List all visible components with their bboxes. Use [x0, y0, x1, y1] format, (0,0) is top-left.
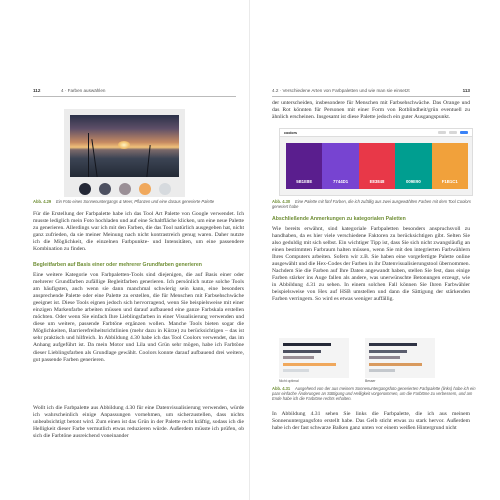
chart-bar	[283, 363, 336, 366]
palette-color-column[interactable]	[359, 143, 395, 189]
chart-bar	[369, 343, 417, 346]
figure-4-29	[64, 109, 185, 197]
chapter-title: 4.2 · Verschiedene Arten von Farbpaletten und wie man sie einsetzt	[272, 87, 410, 93]
bar-chart-better	[365, 338, 435, 378]
paragraph: Wollt ich die Farbpalette aus Abbildung 4.30 für eine Datenvisualisierung verwenden, würde ich wahrscheinlich einige Anpassungen vornehmen, um sicherzustellen, dass nichts unbeabsichtigt betont wird. Zum einen ist das Grün in der Palette recht kräftig, sodass ich die Helligkeit dieser Farbe vermutlich etwas reduzieren würde. Außerdem müsste ich prüfen, ob sich die Farbtöne ausreichend voneinander	[33, 405, 244, 440]
sunset-photo	[70, 115, 179, 177]
chart-bar	[283, 356, 314, 359]
chart-bar	[283, 343, 331, 346]
chart-bar	[369, 363, 422, 366]
toolbar-button	[438, 131, 446, 134]
chapter-title: 4 · Farben auswählen	[61, 87, 106, 93]
figure-number: Abb. 4.30	[272, 199, 291, 204]
running-header	[272, 86, 470, 94]
color-swatch	[99, 183, 111, 195]
color-swatch	[159, 183, 171, 195]
paragraph: der unterscheiden, insbesondere für Menschen mit Farbsehschwäche. Das Orange und das Rot könnten für Personen mit einer Form von Rotblindheit/grün eventuell zu ähnlich erscheinen. Insgesamt ist diese Palette jedoch ein guter Ausgangspunkt.	[272, 100, 470, 121]
page-number: 112	[33, 87, 41, 93]
header-rule	[272, 96, 470, 97]
bar-chart-not-optimal	[279, 338, 349, 378]
hex-code: 7744D1	[333, 179, 349, 184]
paragraph: Wie bereits erwähnt, sind kategoriale Farbpaletten besonders anspruchsvoll zu handhaben, da es hier viele verschiedene Faktoren zu berücksichtigen gibt. Selten Sie also geduldig mit sich selbst. Ein wichtiger Tipp ist, dass Sie sich nicht zwangsläufig an einen bestimmten Farbraum halten müssen, wenn Sie mit den integrierten Farbwählern Ihres Computers arbeiten. Sofern wir z.B. Sie haben eine vorgefertigte Palette online ausgewählt und die Hex-Codes der Farben in ihr Datenvisualisierungstool übernommen. Nachdem Sie die Farben auf Ihre Daten angewandt haben, stellen Sie fest, dass einige Farben stärker ins Auge fallen als andere, was unerwünschte Betonungen erzeugt, wie in Abbildung 4.31 zu sehen. In einem solchen Fall können Sie Ihren Farbwähler beispielsweise von Hex auf HSB umstellen und dann die Sättigung der stärkenden Farben verringern. So wird es etwas weniger auffällig.	[272, 226, 470, 303]
paragraph: In Abbildung 4.31 sehen Sie links die Farbpalette, die ich aus meinem Sonnenuntergangsfoto erstellt habe. Das Gelb sticht etwas zu stark hervor. Außerdem habe ich der fast schwarze Balken ganz unten vor einem weißen Hintergrund nicht	[272, 411, 470, 432]
caption-text: Ein Foto eines Sonnenuntergangs & Meer, Pflanzen und eine daraus generierte Palette	[56, 199, 215, 204]
running-header	[33, 86, 236, 94]
chart-bar	[283, 369, 309, 372]
palette-color-column[interactable]	[395, 143, 431, 189]
right-page	[250, 0, 500, 500]
palette-color-column[interactable]	[432, 143, 468, 189]
palm-tree	[91, 139, 97, 177]
paragraph: Eine weitere Kategorie von Farbpaletten-Tools sind diejenigen, die auf Basis einer oder mehrerer Grundfarben zufällige Begleitfarben generieren. Ich persönlich nutze solche Tools am häufigsten, auch wenn sie dann manchmal schwierig sein kann, eine besonders ansprechende Palette oder eine Palette zu erstellen, die für Menschen mit Farbsehschwäche geeignet ist. Diese Tools eignen jedoch sich hervorragend, wenn Sie beispielsweise mit einer einzigen Markenfarbe arbeiten müssen und darauf aufbauend eine ganze Farbskala erstellen möchten. Oder wenn Sie einfach Ihre Lieblingsfarben in einer Visualisierung verwenden und diese um weitere, passende Farbtöne ergänzen wollen. Manche Tools bieten sogar die Möglichkeiten, Barrierefreiheitsrichtlinien (mehr dazu in Kürze) zu berücksichtigen – das ist sehr praktisch und hilfreich. In Abbildung 4.30 habe ich das Tool Coolors verwendet, das im Anhang aufgeführt ist. Da mein Motor und Lila und Grün sehr mögen, habe ich Farbtöne dieser Lieblingsfarben als Grundlage gewählt. Coolors konnte darauf aufbauend drei weitere, gut passende Farben generieren.	[33, 272, 244, 363]
hex-code: F1B1C1	[441, 179, 458, 184]
subheading: Begleitfarben auf Basis einer oder mehrerer Grundfarben generieren	[33, 262, 202, 268]
figure-number: Abb. 4.31	[272, 386, 291, 391]
palette-color-column[interactable]	[322, 143, 358, 189]
sun-glow	[118, 141, 130, 149]
color-swatch	[139, 183, 151, 195]
hex-code: 5B1E8E	[296, 179, 313, 184]
chart-bar	[369, 356, 400, 359]
palm-tree	[146, 145, 151, 177]
page-number: 113	[462, 87, 470, 93]
color-palette	[286, 143, 468, 189]
subheading: Abschließende Anmerkungen zu kategorialen Paletten	[272, 216, 406, 222]
hex-code: E83848	[369, 179, 385, 184]
hex-code: 009E90	[405, 179, 421, 184]
color-swatch	[119, 183, 131, 195]
figure-caption	[272, 386, 482, 401]
chart-label: Besser	[365, 379, 376, 383]
palm-tree	[88, 133, 89, 177]
figure-4-30-coolors-screenshot	[279, 128, 473, 196]
chart-bar	[369, 350, 407, 353]
color-swatch	[79, 183, 91, 195]
palette-swatches	[70, 183, 171, 195]
figure-number: Abb. 4.29	[33, 199, 52, 204]
caption-text: Ausgehend von der aus meinem Sonnenuntergangsfoto generierten Farbpalette (links) habe ich ein paar einfache Änderungen an Sättigung und Helligkeit vorgenommen, um die Farbtöne zu verbessern, und am Ende habe ich die Farbtöne rechts erhalten.	[272, 386, 476, 402]
chart-label: Nicht optimal	[279, 379, 299, 383]
figure-4-31-bar-comparison	[279, 338, 439, 384]
palette-color-column[interactable]	[286, 143, 322, 189]
toolbar-button	[460, 131, 468, 134]
app-toolbar	[280, 129, 472, 137]
chart-bar	[283, 350, 321, 353]
figure-caption	[33, 199, 243, 204]
paragraph: Für die Erstellung der Farbpalette habe ich das Tool Art Palette von Google verwendet. Ich musste lediglich mein Foto hochladen und auf eine Schaltfläche klicken, um eine neue Palette zu generieren. Allerdings war ich mit den Farben, die das Tool natürlich ausgegeben hat, nicht ganz zufrieden, da sie meiner Meinung nach nicht kontrastreich genug waren. Daher nutzte ich die Möglichkeit, die einzelnen Farbpunkte- und Intensitäten, um eine passendere Kombination zu finden.	[33, 211, 244, 253]
header-rule	[33, 96, 236, 97]
figure-caption	[272, 199, 482, 209]
toolbar-button	[449, 131, 457, 134]
caption-text: Eine Palette mit fünf Farben, die ich zufällig aus zwei ausgewählten Farben mit dem Tool Coolors generiert habe	[272, 199, 471, 210]
coolors-logo: coolors	[284, 131, 297, 135]
chart-bar	[369, 369, 395, 372]
